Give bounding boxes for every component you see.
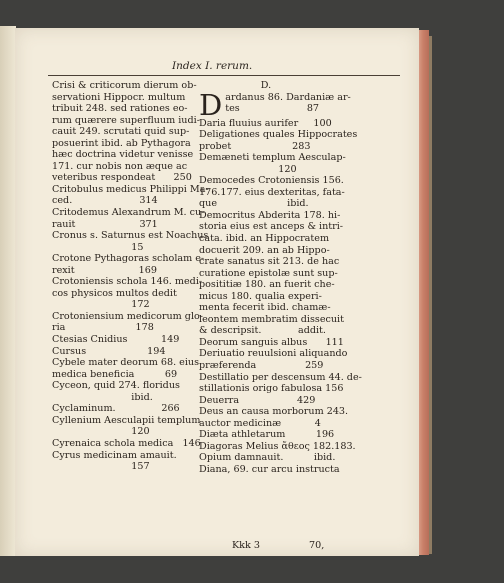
- index-line: menta fecerit ibid. chamæ-: [199, 302, 331, 314]
- index-line: veteribus respondeat 250: [52, 172, 192, 184]
- index-line: Crotoniensis schola 146. medi-: [52, 276, 203, 288]
- index-line: Cyrenaica schola medica 146: [52, 437, 201, 449]
- index-line: Cyceon, quid 274. floridus: [52, 380, 180, 392]
- index-line: Demæneti templum Aesculap-: [199, 152, 346, 164]
- first-entry-line-1: ardanus 86. Dardaniæ ar-: [225, 91, 351, 103]
- index-line: cos physicos multos dedit: [52, 287, 177, 299]
- index-line: ced. 314: [52, 195, 158, 207]
- index-line: Crotone Pythagoras scholam e-: [52, 253, 205, 265]
- index-line: cata. ibid. an Hippocratem: [199, 233, 330, 245]
- index-line: crate sanatus sit 213. de hac: [199, 256, 340, 268]
- index-line: præferenda 259: [199, 360, 324, 372]
- index-line: stillationis origo fabulosa 156: [199, 383, 344, 395]
- index-line: 176.177. eius dexteritas, fata-: [199, 186, 345, 198]
- index-line: Deus an causa morborum 243.: [199, 406, 349, 418]
- index-line: Critobulus medicus Philippi Ma-: [52, 183, 209, 195]
- index-line: cauit 249. scrutati quid sup-: [52, 126, 190, 138]
- index-line: Diæta athletarum 196: [199, 429, 335, 441]
- index-line: Opium damnauit. ibid.: [199, 452, 336, 464]
- index-line: Cyclaminum. 266: [52, 403, 180, 415]
- index-line: 172: [52, 299, 150, 311]
- index-line: 171. cur nobis non æque ac: [52, 160, 188, 172]
- first-entry-line-2: tes 87: [225, 103, 320, 115]
- index-line: Daria fluuius aurifer 100: [199, 117, 332, 129]
- index-line: posuerint ibid. ab Pythagora: [52, 137, 191, 149]
- index-line: Deriuatio reuulsioni aliquando: [199, 348, 348, 360]
- index-line: hæc doctrina videtur venisse: [52, 149, 194, 161]
- index-line: Deorum sanguis albus 111: [199, 336, 344, 348]
- header-rule: [48, 75, 400, 76]
- index-line: micus 180. qualia experi-: [199, 290, 322, 302]
- index-line: 120: [199, 163, 297, 175]
- index-line: Ctesias Cnidius 149: [52, 334, 180, 346]
- index-line: 157: [52, 461, 150, 473]
- left-column: [52, 80, 209, 473]
- index-line: rum quærere superfluum iudi-: [52, 114, 200, 126]
- index-line: & descripsit. addit.: [199, 325, 326, 337]
- index-line: auctor medicinæ 4: [199, 417, 321, 429]
- index-line: ria 178: [52, 322, 154, 334]
- index-line: docuerit 209. an ab Hippo-: [199, 244, 330, 256]
- index-line: 15: [52, 241, 144, 253]
- index-line: 120: [52, 426, 150, 438]
- first-entry: [199, 87, 351, 122]
- index-line: Critodemus Alexandrum M. cu-: [52, 207, 205, 219]
- index-line: Crisi & criticorum dierum ob-: [52, 80, 197, 91]
- index-line: posititiæ 180. an fuerit che-: [199, 279, 335, 291]
- page-footer: [232, 540, 324, 551]
- index-line: Cronus s. Saturnus est Noachus: [52, 230, 209, 242]
- index-line: que ibid.: [199, 198, 309, 210]
- index-line: Cyrus medicinam amauit.: [52, 449, 177, 461]
- index-line: Diana, 69. cur arcu instructa: [199, 463, 340, 475]
- index-line: rexit 169: [52, 264, 157, 276]
- book-board-edge: [429, 36, 432, 554]
- index-line: Diagoras Melius ἄθεος 182.183.: [199, 440, 356, 452]
- index-line: storia eius est anceps & intri-: [199, 221, 344, 233]
- index-line: leontem membratim dissecuit: [199, 313, 344, 325]
- index-line: Deuerra 429: [199, 394, 316, 406]
- index-line: Deligationes quales Hippocrates: [199, 129, 358, 141]
- index-line: Cybele mater deorum 68. eius: [52, 357, 200, 369]
- index-line: Crotoniensium medicorum glo-: [52, 310, 204, 322]
- index-line: ibid.: [52, 391, 153, 403]
- index-line: Cursus 194: [52, 345, 166, 357]
- red-page-edge: [419, 30, 429, 555]
- catchword: 70,: [309, 540, 325, 551]
- letter-heading: D.: [260, 80, 272, 91]
- index-line: probet 283: [199, 140, 311, 152]
- previous-page-edge: [0, 26, 16, 556]
- index-line: rauit 371: [52, 218, 158, 230]
- index-line: tribuit 248. sed rationes eo-: [52, 103, 188, 115]
- signature-mark: Kkk 3: [232, 540, 260, 551]
- running-head: Index I. rerum.: [172, 60, 253, 72]
- index-line: curatione epistolæ sunt sup-: [199, 267, 338, 279]
- index-line: Cyllenium Aesculapii templum: [52, 414, 201, 426]
- index-line: Destillatio per descensum 44. de-: [199, 371, 362, 383]
- index-line: servationi Hippocr. multum: [52, 91, 186, 103]
- drop-cap: D: [199, 87, 223, 122]
- right-column: [199, 80, 362, 476]
- index-line: medica beneficia 69: [52, 368, 178, 380]
- index-line: Democritus Abderita 178. hi-: [199, 209, 341, 221]
- index-line: Democedes Crotoniensis 156.: [199, 175, 344, 187]
